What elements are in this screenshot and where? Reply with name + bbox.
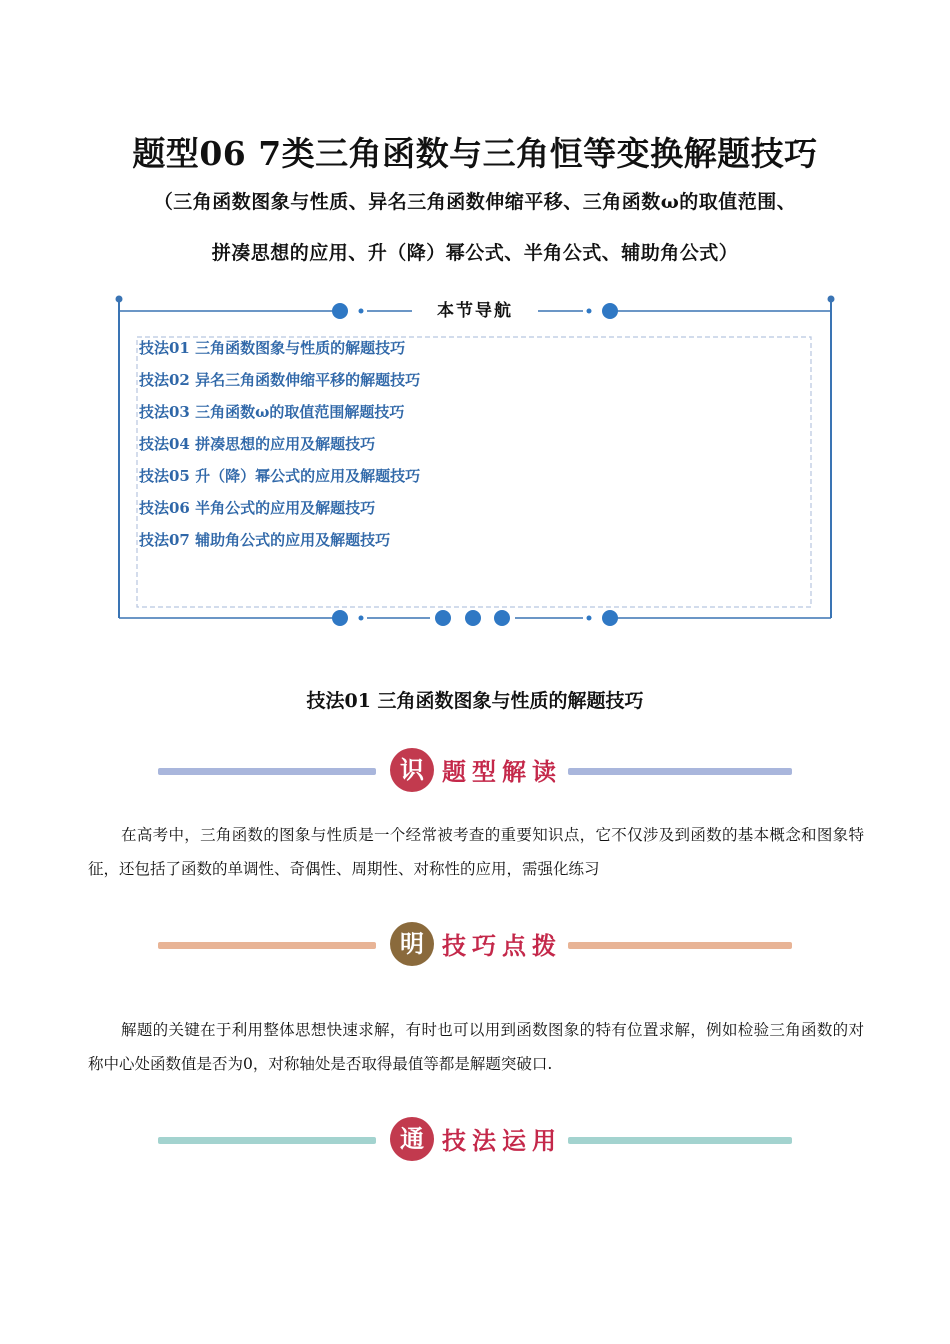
nav-item-07[interactable]: 技法07 辅助角公式的应用及解题技巧: [139, 531, 391, 549]
banner-right-line: [568, 768, 792, 775]
banner-right-line: [568, 1137, 792, 1144]
nav-item-05[interactable]: 技法05 升（降）幂公式的应用及解题技巧: [139, 467, 421, 485]
banner-left-line: [158, 768, 376, 775]
nav-item-04[interactable]: 技法04 拼凑思想的应用及解题技巧: [139, 435, 376, 453]
section-title: 技法01 三角函数图象与性质的解题技巧: [306, 690, 644, 712]
nav-heading: 本节导航: [437, 301, 513, 321]
banner-label: 技法运用: [442, 1126, 562, 1155]
subtitle-line-2: 拼凑思想的应用、升（降）幂公式、半角公式、辅助角公式）: [211, 242, 739, 264]
banner-question-type: [150, 742, 800, 802]
subtitle-line-1: （三角函数图象与性质、异名三角函数伸缩平移、三角函数ω的取值范围、: [153, 191, 797, 213]
nav-list: [139, 337, 420, 561]
seal-icon: 识: [390, 748, 434, 792]
nav-item-01[interactable]: 技法01 三角函数图象与性质的解题技巧: [139, 339, 406, 357]
seal-icon: 通: [390, 1117, 434, 1161]
nav-item-06[interactable]: 技法06 半角公式的应用及解题技巧: [139, 499, 376, 517]
banner-practice: [150, 1111, 800, 1171]
banner-left-line: [158, 942, 376, 949]
banner-label: 题型解读: [442, 757, 562, 786]
tips-paragraph: 解题的关键在于利用整体思想快速求解，有时也可以用到函数图象的特有位置求解，例如检验三角函数的对称中心处函数值是否为0，对称轴处是否取得最值等都是解题突破口.: [88, 1021, 864, 1073]
nav-item-02[interactable]: 技法02 异名三角函数伸缩平移的解题技巧: [139, 371, 421, 389]
banner-label: 技巧点拨: [442, 931, 562, 960]
banner-tips: [150, 916, 800, 976]
banner-left-line: [158, 1137, 376, 1144]
seal-icon: 明: [390, 922, 434, 966]
nav-item-03[interactable]: 技法03 三角函数ω的取值范围解题技巧: [139, 403, 405, 421]
page-title: 题型06 7类三角函数与三角恒等变换解题技巧: [132, 134, 818, 173]
intro-paragraph: 在高考中，三角函数的图象与性质是一个经常被考查的重要知识点，它不仅涉及到函数的基本概念和图象特征，还包括了函数的单调性、奇偶性、周期性、对称性的应用，需强化练习: [88, 826, 864, 878]
banner-right-line: [568, 942, 792, 949]
